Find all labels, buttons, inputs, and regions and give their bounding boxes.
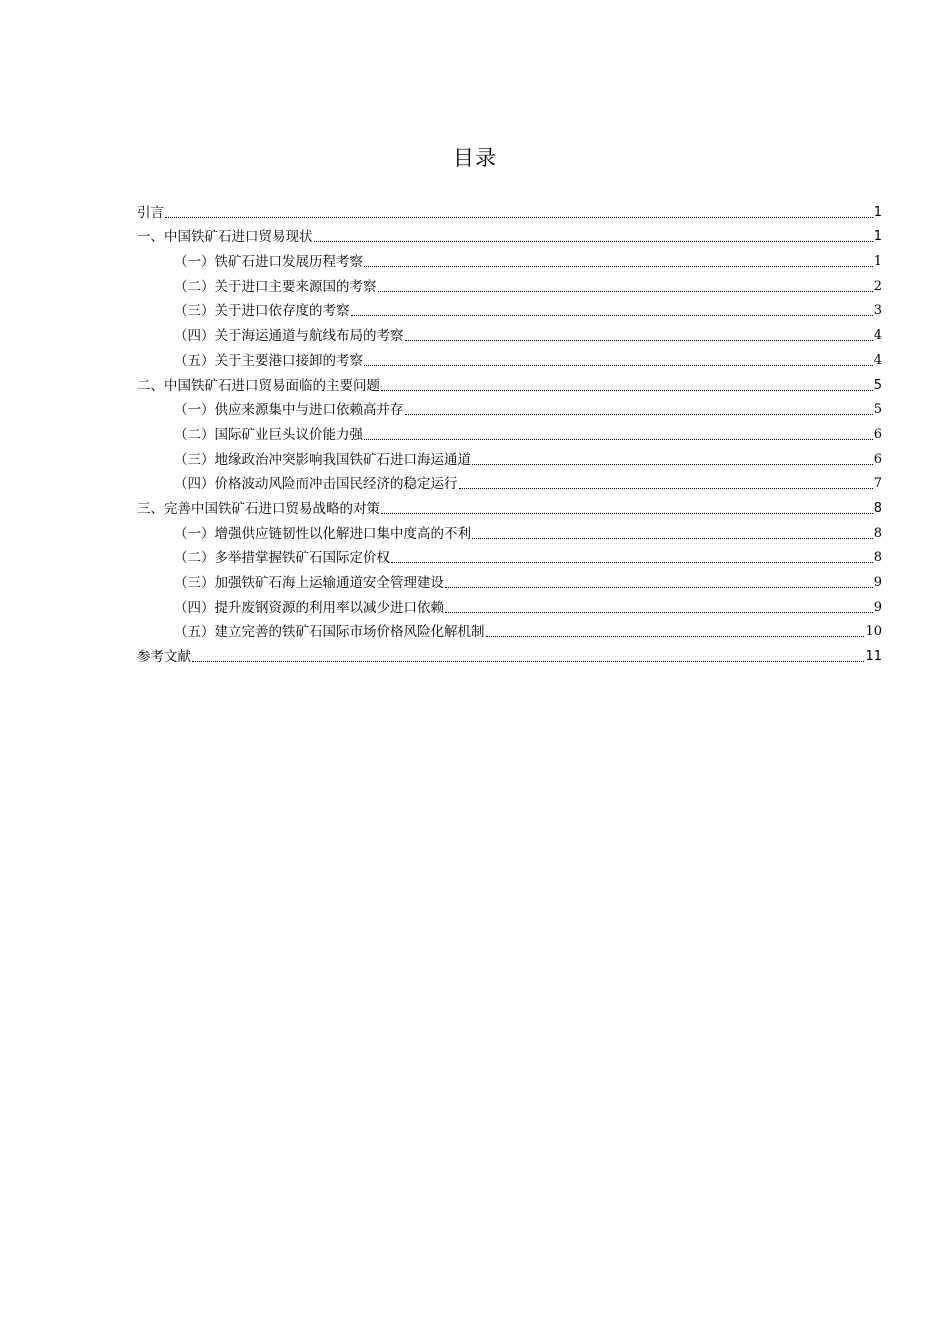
toc-entry-page: 3 [873,303,882,319]
dot-leader [351,314,873,316]
toc-entry-text: （二）多举措掌握铁矿石国际定价权 [174,550,390,567]
toc-entry-page: 1 [873,204,882,220]
toc-entry-page: 4 [873,352,882,368]
toc-entry-text: （四）提升废钢资源的利用率以减少进口依赖 [174,599,444,616]
toc-subentry[interactable] [137,518,882,543]
dot-leader [445,611,873,613]
dot-leader [405,413,873,415]
toc-entry-page: 8 [873,550,882,566]
toc-subentry[interactable] [137,395,882,420]
dot-leader [472,537,873,539]
toc-entry-text: （五）关于主要港口接卸的考察 [174,352,363,369]
toc-subentry[interactable] [137,617,882,642]
toc-subentry[interactable] [137,419,882,444]
toc-entry[interactable] [137,641,882,666]
toc-entry-text: （一）供应来源集中与进口依赖高并存 [174,402,404,419]
toc-entry-page: 4 [873,328,882,344]
toc-entry-text: 三、完善中国铁矿石进口贸易战略的对策 [137,500,380,517]
toc-entry-page: 7 [873,476,882,492]
toc-entry-page: 6 [873,451,882,467]
dot-leader [165,216,873,218]
toc-entry-text: （二）国际矿业巨头议价能力强 [174,426,363,443]
dot-leader [364,364,873,366]
toc-entry-text: （四）关于海运通道与航线布局的考察 [174,328,404,345]
toc-entry-page: 9 [873,575,882,590]
toc-entry-page: 8 [873,525,882,541]
toc-entry-text: 二、中国铁矿石进口贸易面临的主要问题 [137,377,380,394]
toc-subentry[interactable] [137,469,882,494]
toc-subentry[interactable] [137,567,882,592]
toc-title: 目录 [453,146,497,170]
dot-leader [405,339,873,341]
dot-leader [192,660,864,662]
dot-leader [364,265,873,267]
dot-leader [472,463,873,465]
toc-entry[interactable] [137,222,882,247]
toc-entry-text: （一）铁矿石进口发展历程考察 [174,254,363,271]
toc-entry-text: 引言 [137,204,164,221]
toc-entry-page: 1 [873,229,882,245]
toc-subentry[interactable] [137,543,882,568]
toc-entry[interactable] [137,370,882,395]
toc-entry-text: （一）增强供应链韧性以化解进口集中度高的不利 [174,525,471,542]
toc-entry-page: 10 [865,624,882,640]
toc-subentry[interactable] [137,345,882,370]
toc-entry-text: （二）关于进口主要来源国的考察 [174,278,377,295]
toc-entry[interactable] [137,197,882,222]
toc-subentry[interactable] [137,320,882,345]
toc-entry-text: （三）地缘政治冲突影响我国铁矿石进口海运通道 [174,451,471,468]
toc-subentry[interactable] [137,592,882,617]
dot-leader [486,635,865,637]
toc-entry-page: 5 [873,377,882,393]
dot-leader [445,586,873,588]
toc-entry[interactable] [137,493,882,518]
toc-entry-page: 1 [873,254,882,270]
toc-subentry[interactable] [137,271,882,296]
toc-subentry[interactable] [137,246,882,271]
toc-entry-page: 11 [865,649,882,665]
toc-entry-text: （三）关于进口依存度的考察 [174,303,350,320]
dot-leader [381,512,873,514]
toc-entry-text: 参考文献 [137,649,191,666]
table-of-contents [137,197,882,666]
toc-entry-text: （五）建立完善的铁矿石国际市场价格风险化解机制 [174,624,485,641]
toc-entry-page: 8 [873,500,882,516]
dot-leader [459,487,873,489]
toc-entry-text: 一、中国铁矿石进口贸易现状 [137,229,313,246]
toc-subentry[interactable] [137,296,882,321]
dot-leader [378,290,873,292]
toc-entry-page: 6 [873,426,882,442]
dot-leader [381,389,873,391]
toc-subentry[interactable] [137,444,882,469]
toc-entry-page: 9 [873,599,882,615]
dot-leader [314,240,873,242]
toc-entry-text: （四）价格波动风险而冲击国民经济的稳定运行 [174,476,458,493]
toc-entry-page: 5 [873,402,882,418]
toc-entry-text: （三）加强铁矿石海上运输通道安全管理建设 [174,575,444,591]
dot-leader [364,438,873,440]
toc-entry-page: 2 [873,278,882,294]
dot-leader [391,561,873,563]
